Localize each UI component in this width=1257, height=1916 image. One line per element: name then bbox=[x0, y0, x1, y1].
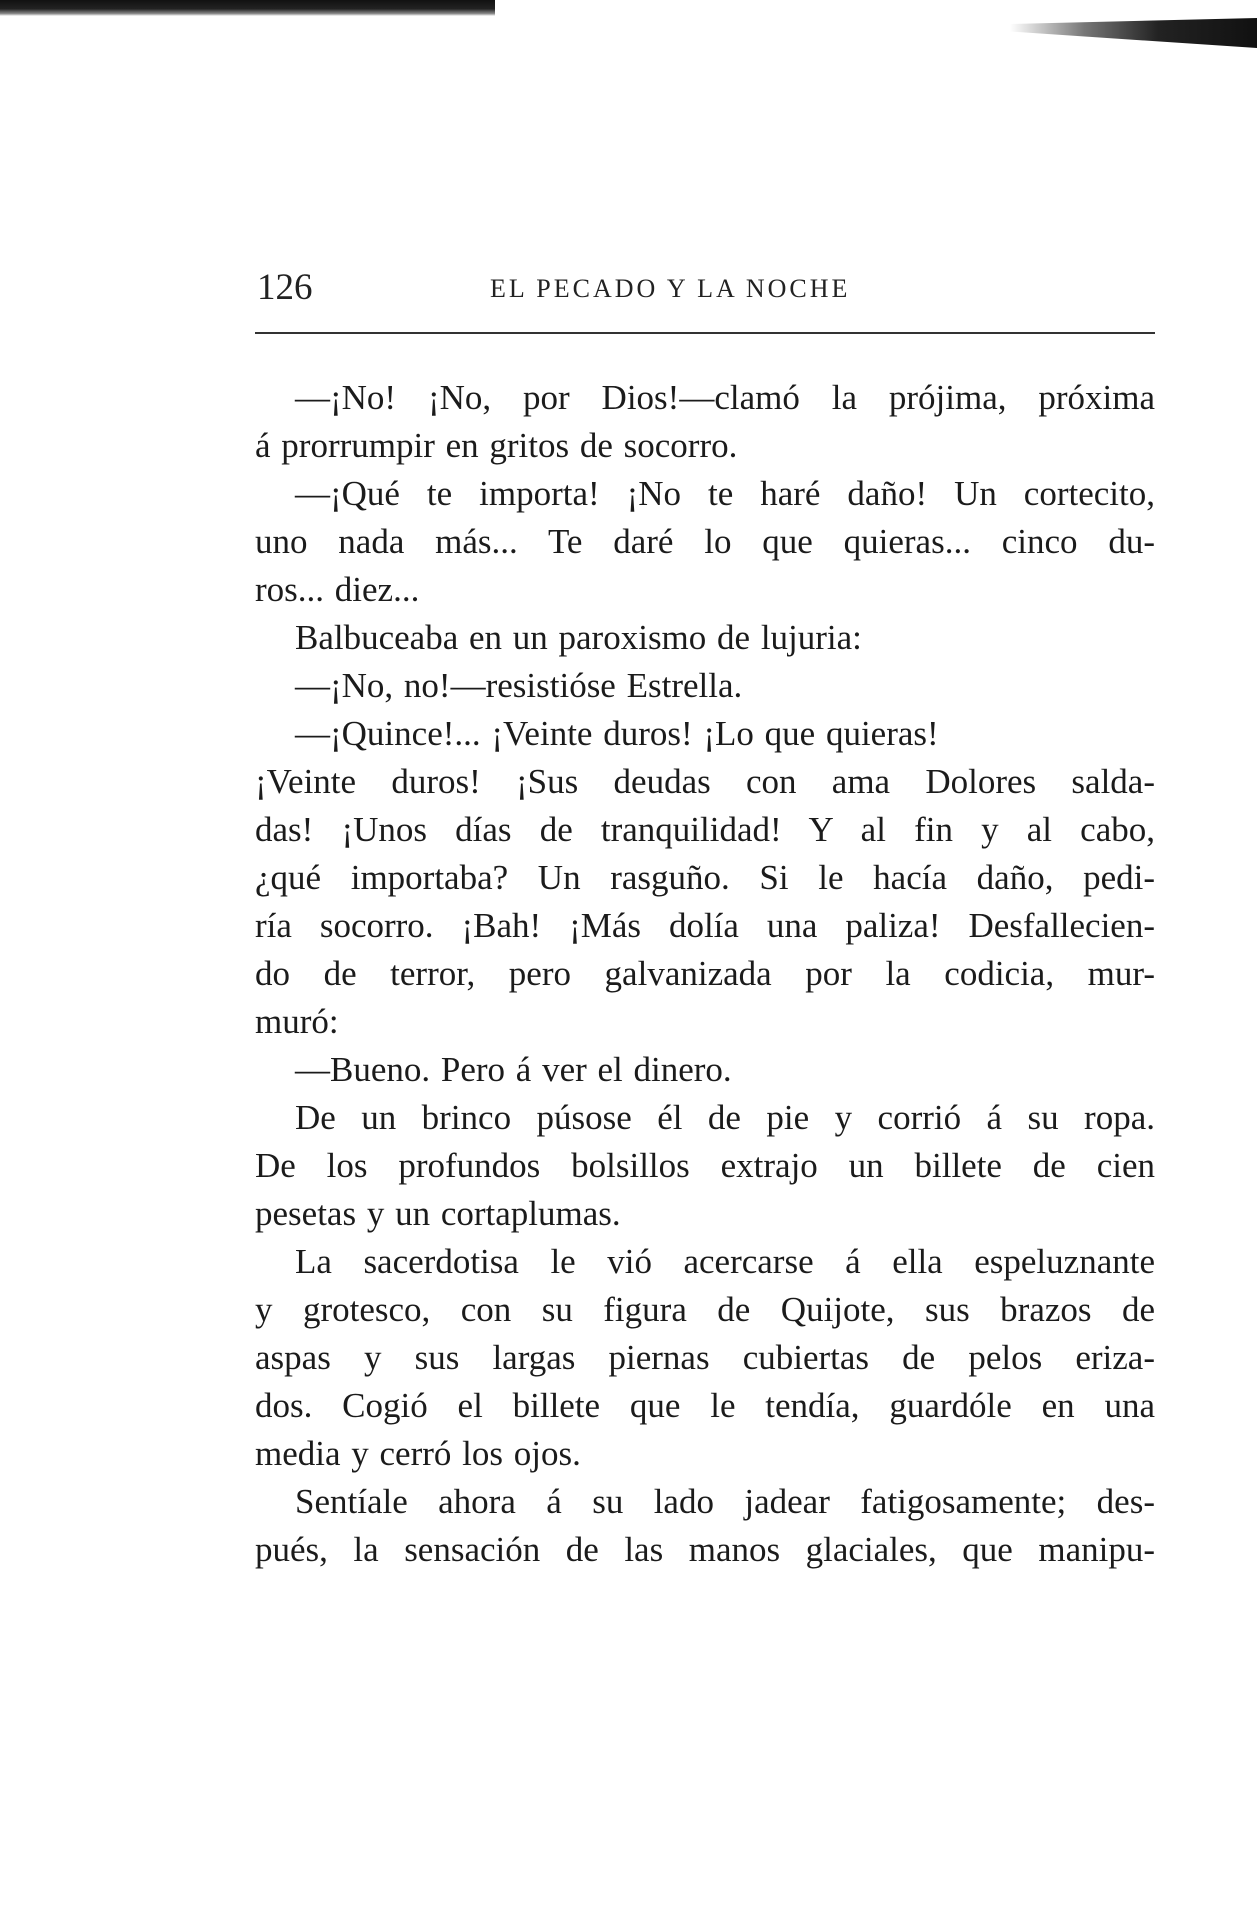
text-line: Balbuceaba en un paroxismo de lujuria: bbox=[295, 618, 862, 657]
text-line: De los profundos bolsillos extrajo un billete de cien bbox=[255, 1146, 1155, 1185]
text-line: dos. Cogió el billete que le tendía, guardóle en una bbox=[255, 1386, 1155, 1425]
text-line: das! ¡Unos días de tranquilidad! Y al fin y al cabo, bbox=[255, 810, 1155, 849]
text-line: media y cerró los ojos. bbox=[255, 1434, 581, 1473]
running-title: EL PECADO Y LA NOCHE bbox=[490, 274, 851, 303]
text-line: —¡Qué te importa! ¡No te haré daño! Un cortecito, bbox=[295, 474, 1155, 513]
text-line: ros... diez... bbox=[255, 570, 420, 609]
text-line: uno nada más... Te daré lo que quieras... cinco du- bbox=[255, 522, 1155, 561]
text-line: ¿qué importaba? Un rasguño. Si le hacía daño, pedi- bbox=[255, 858, 1155, 897]
text-line: pués, la sensación de las manos glaciales, que manipu- bbox=[255, 1530, 1155, 1569]
text-line: —¡No, no!—resistióse Estrella. bbox=[295, 666, 743, 705]
text-line: ría socorro. ¡Bah! ¡Más dolía una paliza! Desfallecien- bbox=[255, 906, 1155, 945]
text-line: La sacerdotisa le vió acercarse á ella espeluznante bbox=[295, 1242, 1155, 1281]
text-line: Sentíale ahora á su lado jadear fatigosamente; des- bbox=[295, 1482, 1155, 1521]
text-line: aspas y sus largas piernas cubiertas de pelos eriza- bbox=[255, 1338, 1155, 1377]
header-rule bbox=[255, 332, 1155, 334]
text-line: pesetas y un cortaplumas. bbox=[255, 1194, 621, 1233]
text-line: —¡Quince!... ¡Veinte duros! ¡Lo que quieras! bbox=[295, 714, 939, 753]
page-header bbox=[255, 260, 1155, 320]
text-line: —Bueno. Pero á ver el dinero. bbox=[295, 1050, 732, 1089]
text-line: do de terror, pero galvanizada por la codicia, mur- bbox=[255, 954, 1155, 993]
text-line: y grotesco, con su figura de Quijote, sus brazos de bbox=[255, 1290, 1155, 1329]
scan-edge-shadow-left bbox=[0, 0, 495, 16]
page-number: 126 bbox=[257, 267, 313, 308]
scan-edge-shadow-right bbox=[1010, 18, 1257, 48]
text-line: —¡No! ¡No, por Dios!—clamó la prójima, próxima bbox=[295, 378, 1155, 417]
text-line: De un brinco púsose él de pie y corrió á su ropa. bbox=[295, 1098, 1155, 1137]
text-line: muró: bbox=[255, 1002, 339, 1041]
text-line: ¡Veinte duros! ¡Sus deudas con ama Dolores salda- bbox=[255, 762, 1155, 801]
book-page bbox=[255, 260, 1155, 1569]
text-line: á prorrumpir en gritos de socorro. bbox=[255, 426, 738, 465]
